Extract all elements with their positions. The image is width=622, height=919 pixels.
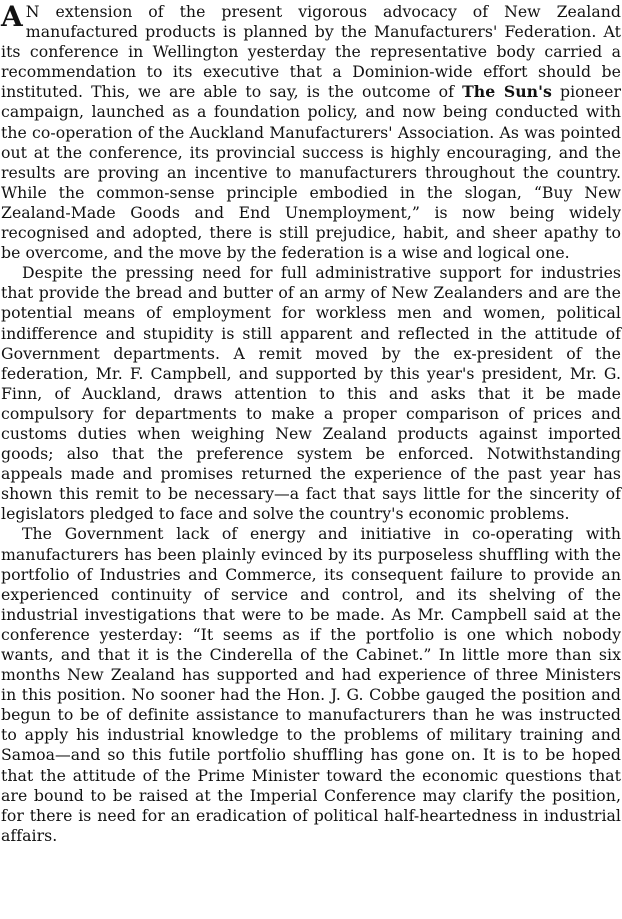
paragraph-1-text-end: pioneer campaign, launched as a foundation policy, and now being conducted with the co-operation of the Auckland Manufacturers' Association. As was pointed out at the conference, its provincial success is highly encouraging, and the results are proving an incentive to manufacturers throughout the country. While the common-sense principle embodied in the slogan, “Buy New Zealand-Made Goods and End Unemployment,” is now being widely recognised and adopted, there is still prejudice, habit, and sheer apathy to be overcome, and the move by the federation is a wise and logical one.: [1, 82, 622, 263]
paragraph-2: Despite the pressing need for full administrative support for industries that provide the bread and butter of an army of New Zealanders and are the potential means of employment for workless men and women, political indifference and stupidity is still apparent and reflected in the attitude of Government departments. A remit moved by the ex-president of the federation, Mr. F. Campbell, and supported by this year's president, Mr. G. Finn, of Auckland, draws attention to this and asks that it be made compulsory for departments to make a proper comparison of prices and customs duties when weighing New Zealand products against imported goods; also that the preference system be enforced. Notwithstanding appeals made and promises returned the experience of the past year has shown this remit to be necessary—a fact that says little for the sincerity of legislators pledged to face and solve the country's economic problems.: [1, 263, 621, 524]
newspaper-name: The Sun's: [462, 82, 552, 102]
paragraph-3: The Government lack of energy and initiative in co-operating with manufacturers has been plainly evinced by its purposeless shuffling with the portfolio of Industries and Commerce, its consequent failure to provide an experienced continuity of service and control, and its shelving of the industrial investigations that were to be made. As Mr. Campbell said at the conference yesterday: “It seems as if the portfolio is one which nobody wants, and that it is the Cinderella of the Cabinet.” In little more than six months New Zealand has supported and had experience of three Ministers in this position. No sooner had the Hon. J. G. Cobbe gauged the position and begun to be of definite assistance to manufacturers than he was instructed to apply his industrial knowledge to the problems of military training and Samoa—and so this futile portfolio shuffling has gone on. It is to be hoped that the attitude of the Prime Minister toward the economic questions that are bound to be raised at the Imperial Conference may clarify the position, for there is need for an eradication of political half-heartedness in industrial affairs.: [1, 524, 621, 845]
drop-cap: A: [1, 0, 23, 33]
paragraph-1: [1, 2, 621, 263]
article-body: [1, 2, 621, 846]
paragraph-1-text-start: N extension of the present vigorous advocacy of New Zealand manufactured products is planned by the Manufacturers' Federation. At its conference in Wellington yesterday the representative body carried a recommendation to its executive that a Dominion-wide effort should be instituted. This, we are able to say, is the outcome of: [1, 2, 621, 102]
